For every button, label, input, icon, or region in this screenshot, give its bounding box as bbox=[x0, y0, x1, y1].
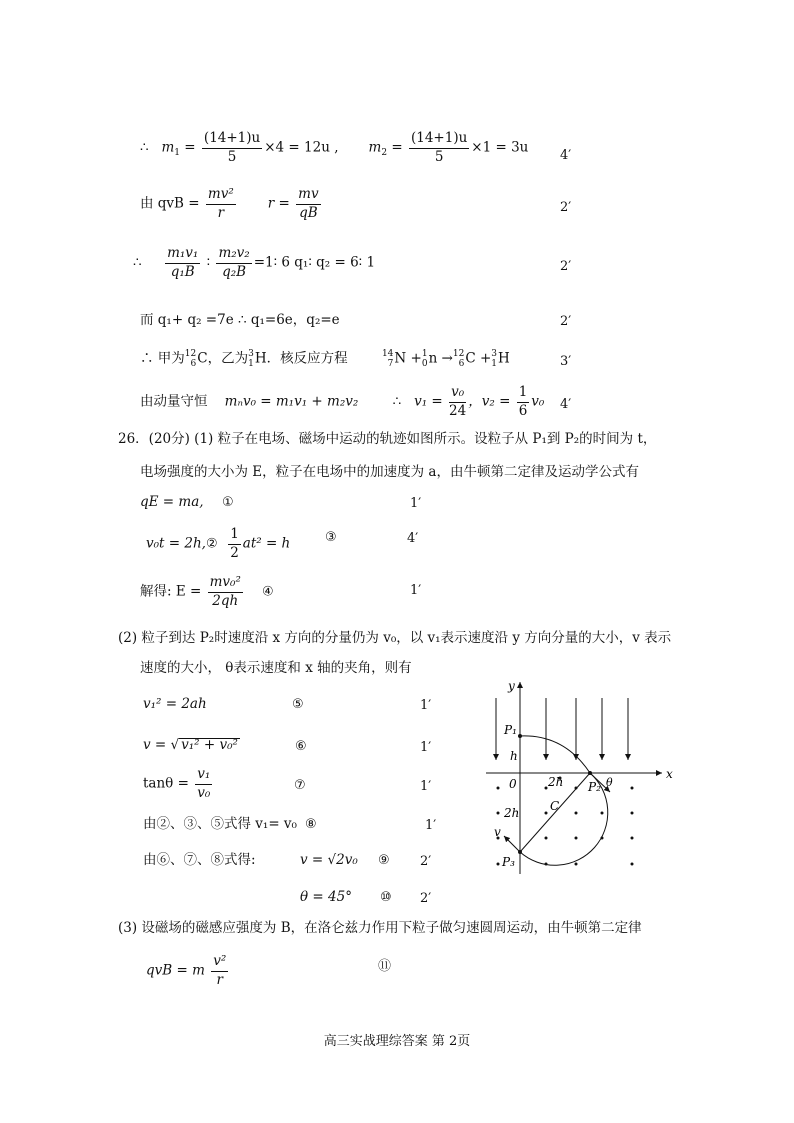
equation-momentum: 由动量守恒 mₙv₀ = m₁v₁ + m₂v₂ ∴ v₁ = $\frac{\text{v₀}}{24}$ ，v₂ = $\frac{1}{6}$ v₀ bbox=[140, 384, 545, 419]
equation-8: 由②、③、⑤式得 v₁= v₀ bbox=[143, 816, 297, 832]
label-origin: 0 bbox=[509, 777, 517, 791]
label-v: v bbox=[494, 825, 501, 839]
equation-marker: ① bbox=[222, 495, 234, 510]
equation-1: qE = ma, bbox=[140, 494, 204, 510]
part3-intro: (3) 设磁场的磁感应强度为 B，在洛仑兹力作用下粒子做匀速圆周运动，由牛顿第二定律 bbox=[118, 920, 642, 936]
label-c: C bbox=[550, 799, 560, 813]
fraction: $\frac{1}{6}$ bbox=[518, 384, 528, 419]
point-p2 bbox=[588, 771, 592, 775]
part2-intro-line2: 速度的大小， θ表示速度和 x 轴的夹角，则有 bbox=[140, 660, 412, 676]
score: 2′ bbox=[420, 891, 432, 906]
fraction: $\frac{(14+1)u}{5}$ bbox=[203, 130, 261, 165]
label-2h-x: 2h bbox=[548, 775, 564, 789]
equation-marker: ⑨ bbox=[378, 853, 390, 868]
equation-4: 解得: E = $\frac{\text{mv₀²}}{2qh}$ ④ bbox=[140, 574, 274, 609]
score: 1′ bbox=[420, 740, 432, 755]
trajectory-figure bbox=[484, 676, 684, 876]
fraction: $\frac{(14+1)u}{5}$ bbox=[410, 130, 468, 165]
equation-7: tanθ = $\frac{\text{v₁}}{\text{v₀}}$ bbox=[143, 766, 211, 801]
score: 1′ bbox=[420, 779, 432, 794]
fraction: $\frac{1}{2}$ bbox=[230, 526, 239, 561]
score: 1′ bbox=[410, 496, 422, 511]
score: 4′ bbox=[560, 148, 572, 163]
part2-intro-line1: (2) 粒子到达 P₂时速度沿 x 方向的分量仍为 v₀，以 v₁表示速度沿 y 方向分量的大小，v 表示 bbox=[118, 630, 672, 646]
equation-9-prefix: 由⑥、⑦、⑧式得: bbox=[143, 852, 256, 868]
score: 2′ bbox=[560, 259, 572, 274]
x-axis-label: x bbox=[666, 767, 673, 781]
equation-5: v₁² = 2ah bbox=[143, 696, 207, 712]
score: 1′ bbox=[425, 818, 437, 833]
equation-2-3: v₀t = 2h,② $\frac{1}{2}$ at² = h bbox=[146, 526, 291, 561]
label-2h-y: 2h bbox=[504, 806, 520, 820]
magnetic-field-dots bbox=[497, 777, 634, 866]
equation-marker: ③ bbox=[325, 530, 337, 545]
velocity-at-p3 bbox=[504, 836, 520, 852]
label-p1: P₁ bbox=[504, 723, 517, 737]
equation-10: θ = 45° bbox=[300, 889, 352, 905]
point-p3 bbox=[518, 850, 522, 854]
score: 4′ bbox=[560, 397, 572, 412]
equation-9: v = √2v₀ bbox=[300, 852, 358, 868]
score: 2′ bbox=[560, 200, 572, 215]
fraction: $\frac{\text{v₀}}{24}$ bbox=[449, 384, 467, 419]
score: 3′ bbox=[560, 354, 572, 369]
equation-marker: ⑤ bbox=[292, 697, 304, 712]
fraction: $\frac{\text{mv²}}{r}$ bbox=[207, 186, 234, 221]
equation-marker: ⑪ bbox=[378, 959, 392, 974]
equation-ratio: ∴ $\frac{\text{m₁v₁}}{\text{q₁B}}$ ∶ $\frac{\text{m₂v₂}}{\text{q₂B}}$ =1∶ 6 q₁∶ q₂ = 6∶ 1 bbox=[133, 245, 376, 280]
fraction: $\frac{\text{mv₀²}}{2qh}$ bbox=[209, 574, 241, 609]
fraction: $\frac{mv}{qB}$ bbox=[298, 186, 319, 221]
equation-marker: ⑥ bbox=[295, 739, 307, 754]
parabolic-trajectory bbox=[520, 736, 590, 773]
score: 1′ bbox=[420, 698, 432, 713]
score: 2′ bbox=[560, 314, 572, 329]
equation-marker: ⑦ bbox=[294, 778, 306, 793]
equation-6: v = √ v₁² + v₀² bbox=[143, 737, 238, 753]
equation-masses: ∴ $m_1$ = $\frac{(14+1)u}{5}$ ×4 = 12u , $m_2$ = $\frac{(14+1)u}{5}$ ×1 = 3u bbox=[140, 130, 529, 165]
label-h: h bbox=[510, 749, 518, 763]
fraction: $\frac{\text{m₁v₁}}{\text{q₁B}}$ bbox=[167, 245, 199, 280]
page-footer: 高三实战理综答案 第 2页 bbox=[323, 1034, 471, 1049]
label-p3: P₃ bbox=[502, 855, 515, 869]
label-theta: θ bbox=[606, 776, 613, 789]
equation-radius: 由 qvB = $\frac{\text{mv²}}{r}$ r = $\frac{mv}{qB}$ bbox=[140, 186, 319, 221]
label-p2: P₂ bbox=[588, 780, 601, 794]
fraction: $\frac{\text{v₁}}{\text{v₀}}$ bbox=[197, 766, 211, 801]
equation-marker: ⑩ bbox=[380, 890, 392, 905]
score: 1′ bbox=[410, 583, 422, 598]
fraction: $\frac{\text{m₂v₂}}{\text{q₂B}}$ bbox=[218, 245, 250, 280]
equation-11: qvB = m $\frac{\text{v²}}{r}$ bbox=[146, 953, 227, 988]
q26-intro-line2: 电场强度的大小为 E，粒子在电场中的加速度为 a，由牛顿第二定律及运动学公式有 bbox=[140, 464, 639, 480]
y-axis-label: y bbox=[508, 679, 515, 693]
q26-intro-line1: 26．(20分) (1) 粒子在电场、磁场中运动的轨迹如图所示。设粒子从 P₁到 P₂的时间为 t， bbox=[118, 431, 657, 447]
score: 4′ bbox=[407, 531, 419, 546]
equation-marker: ⑧ bbox=[305, 817, 317, 832]
fraction: $\frac{\text{v²}}{r}$ bbox=[213, 953, 227, 988]
equation-charge-sum: 而 q₁+ q₂ =7e ∴ q₁=6e，q₂=e bbox=[140, 312, 340, 328]
equation-nuclear-reaction: ∴ 甲为 12 6 C，乙为 3 1 H．核反应方程 14 7 N + 1 0 n → 12 6 C + 3 1 H bbox=[140, 349, 510, 369]
score: 2′ bbox=[420, 854, 432, 869]
point-p1 bbox=[518, 734, 522, 738]
